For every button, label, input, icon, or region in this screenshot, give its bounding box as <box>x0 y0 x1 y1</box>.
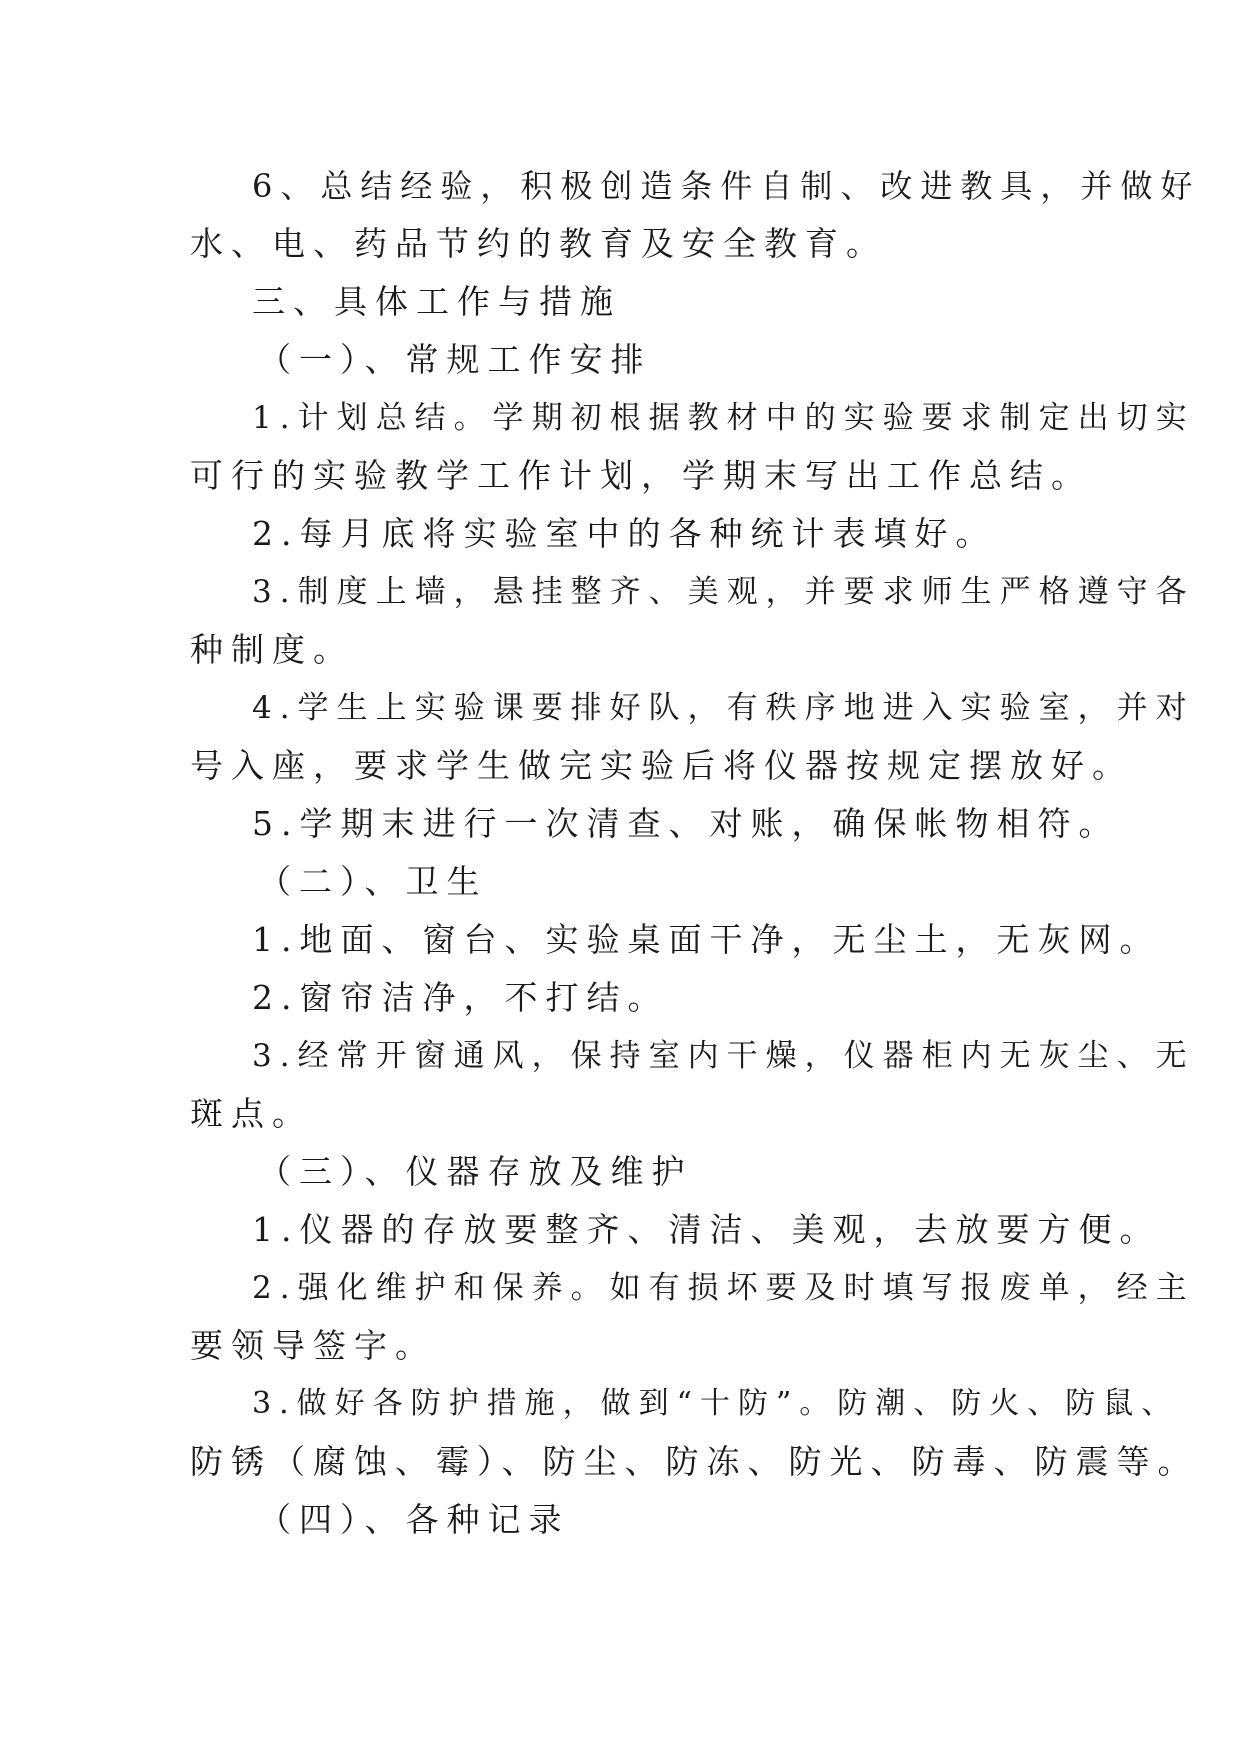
subsection-heading-2: （二）、卫生 <box>258 862 488 901</box>
storage-item-2-line-2: 要领导签字。 <box>190 1326 436 1365</box>
subsection-heading-4: （四）、各种记录 <box>258 1500 570 1539</box>
storage-item-2-line-1: 2.强化维护和保养。如有损坏要及时填写报废单，经主 <box>252 1270 1195 1306</box>
storage-item-3-line-2: 防锈（腐蚀、霉）、防尘、防冻、防光、防毒、防震等。 <box>190 1442 1199 1481</box>
subsection-heading-1: （一）、常规工作安排 <box>258 340 652 379</box>
subsection-heading-3: （三）、仪器存放及维护 <box>258 1152 693 1191</box>
item-3-line-1: 3.制度上墙，悬挂整齐、美观，并要求师生严格遵守各 <box>252 574 1195 610</box>
hygiene-item-3-line-1: 3.经常开窗通风，保持室内干燥，仪器柜内无灰尘、无 <box>252 1038 1195 1074</box>
hygiene-item-1: 1.地面、窗台、实验桌面干净，无尘土，无灰网。 <box>252 920 1161 959</box>
item-4-line-2: 号入座，要求学生做完实验后将仪器按规定摆放好。 <box>190 746 1133 785</box>
item-3-line-2: 种制度。 <box>190 630 354 669</box>
item-1-line-2: 可行的实验教学工作计划，学期末写出工作总结。 <box>190 456 1092 495</box>
item-1-line-1: 1.计划总结。学期初根据教材中的实验要求制定出切实 <box>252 400 1195 436</box>
paragraph-6-line-1: 6、总结经验，积极创造条件自制、改进教具，并做好 <box>252 167 1201 205</box>
section-heading-3: 三、具体工作与措施 <box>252 282 621 321</box>
paragraph-6-line-2: 水、电、药品节约的教育及安全教育。 <box>190 224 887 263</box>
item-5-line-1: 5.学期末进行一次清查、对账，确保帐物相符。 <box>252 804 1120 843</box>
item-2-line-1: 2.每月底将实验室中的各种统计表填好。 <box>252 514 997 553</box>
hygiene-item-3-line-2: 斑点。 <box>190 1094 313 1133</box>
storage-item-1: 1.仪器的存放要整齐、清洁、美观，去放要方便。 <box>252 1210 1161 1249</box>
item-4-line-1: 4.学生上实验课要排好队，有秩序地进入实验室，并对 <box>252 690 1195 726</box>
hygiene-item-2: 2.窗帘洁净，不打结。 <box>252 978 669 1017</box>
storage-item-3-line-1: 3.做好各防护措施，做到“十防”。防潮、防火、防鼠、 <box>252 1386 1180 1421</box>
